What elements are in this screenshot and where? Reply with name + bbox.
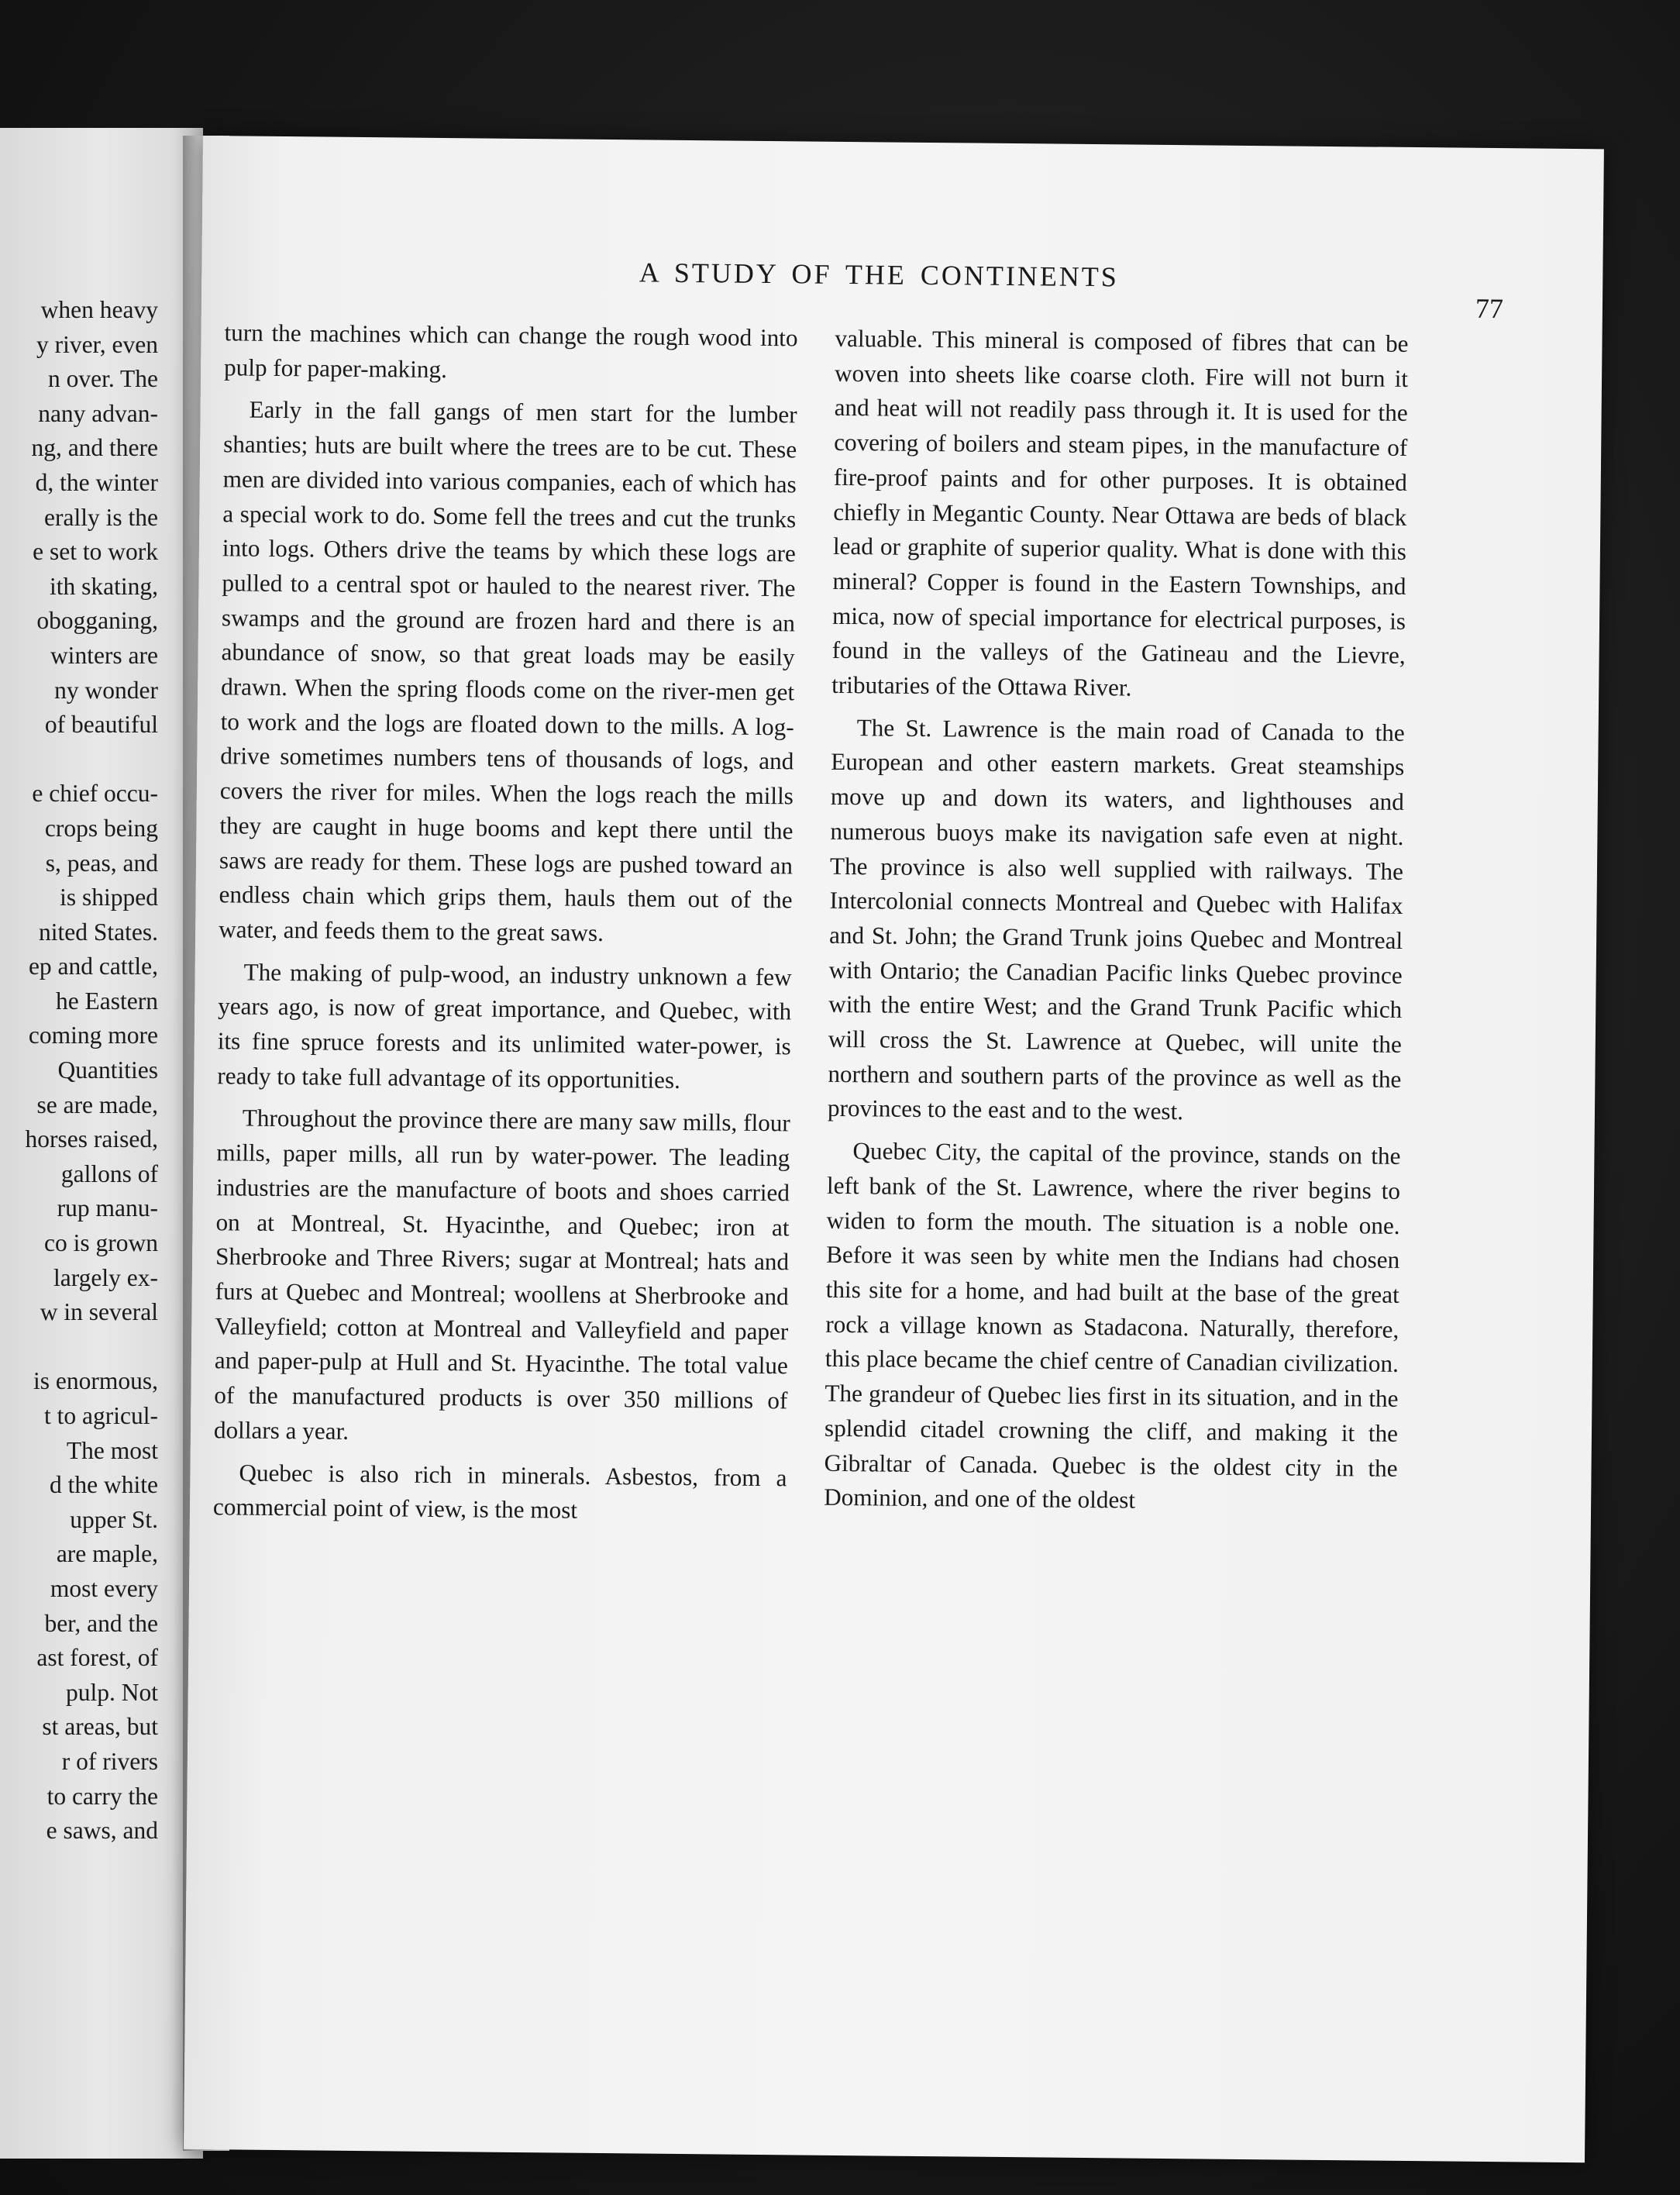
previous-page-line: obogganing, <box>36 607 158 635</box>
previous-page-line: nited States. <box>39 918 158 946</box>
paragraph-gap <box>0 743 158 777</box>
previous-page-line: when heavy <box>40 296 158 323</box>
previous-page-line: w in several <box>40 1298 158 1326</box>
previous-page-line: e saws, and <box>46 1817 158 1845</box>
previous-page-line: The most <box>66 1436 158 1464</box>
text-column-right <box>824 322 1409 1528</box>
previous-page-line: erally is the <box>44 503 158 531</box>
paragraph: Early in the fall gangs of men start for the lumber shanties; huts are built where the trees are to be cut. These men are divided into various companies, each of which has a special work to do. Some fell the trees and cut the trunks into logs. Others drive the teams by which these logs are pulled to a central spot or hauled to the nearest river. The swamps and the ground are frozen hard and there is an abundance of snow, so that great loads may be easily drawn. When the spring floods come on the river-men get to work and the logs are floated down to the mills. A log-drive sometimes numbers tens of thousands of logs, and covers the river for miles. When the logs reach the mills they are caught in huge booms and kept there until the saws are ready for them. These logs are pushed toward an endless chain which grips them, hauls them out of the water, and feeds them to the great saws. <box>219 395 797 946</box>
paragraph: Quebec City, the capital of the province, stands on the left bank of the St. Lawrence, where the river begins to widen to form the mouth. The situation is a noble one. Before it was seen by white men the Indians had chosen this site for a home, and had built at the base of the great rock a village known as Stadacona. Naturally, therefore, this place became the chief centre of Canadian civilization. The grandeur of Quebec lies first in its situation, and in the splendid citadel crowning the cliff, and making it the Gibraltar of Canada. Quebec is the oldest city in the Dominion, and one of the oldest <box>824 1137 1401 1514</box>
previous-page-line: pulp. Not <box>65 1678 158 1706</box>
previous-page-line: ber, and the <box>44 1609 158 1637</box>
previous-page-line: horses raised, <box>25 1125 158 1153</box>
previous-page-line: t to agricul- <box>44 1402 158 1429</box>
previous-page-line: coming more <box>28 1022 158 1049</box>
previous-page-line: st areas, but <box>42 1713 158 1741</box>
page-number: 77 <box>1475 292 1504 325</box>
previous-page-line: e chief occu- <box>32 780 158 808</box>
previous-page-line: are maple, <box>56 1540 158 1568</box>
previous-page-line: nany advan- <box>38 399 158 427</box>
previous-page-line: d, the winter <box>35 468 158 496</box>
previous-page-line: largely ex- <box>53 1263 158 1291</box>
previous-page-line: y river, even <box>36 330 158 358</box>
previous-page-text <box>0 293 158 1849</box>
running-head: A STUDY OF THE CONTINENTS <box>639 257 1119 293</box>
previous-page <box>0 128 203 2159</box>
previous-page-line: he Eastern <box>55 987 158 1015</box>
previous-page-line: co is grown <box>44 1229 158 1257</box>
paragraph: Throughout the province there are many saw mills, flour mills, paper mills, all run by water-power. The leading industries are the manufacture of boots and shoes carried on at Montreal, St. Hyacinthe, and Quebec; iron at Sherbrooke and Three Rivers; sugar at Montreal; hats and furs at Quebec and Montreal; woollens at Sherbrooke and Valleyfield; cotton at Montreal and Valleyfield and paper and paper-pulp at Hull and St. Hyacinthe. The total value of the manufactured products is over 350 millions of dollars a year. <box>213 1104 790 1445</box>
previous-page-line: crops being <box>44 814 158 842</box>
previous-page-line: winters are <box>50 641 158 669</box>
previous-page-line: ast forest, of <box>36 1644 158 1672</box>
previous-page-line: ep and cattle, <box>28 953 158 980</box>
previous-page-line: is shipped <box>60 884 158 911</box>
paragraph: The St. Lawrence is the main road of Canada to the European and other eastern markets. Great steamships move up and down its waters, and lighthouses and numerous buoys make its navigation safe even at night. The province is also well supplied with railways. The Intercolonial connects Montreal and Quebec with Halifax and St. John; the Grand Trunk joins Quebec and Montreal with Ontario; the Canadian Pacific links Quebec province with the entire West; and the Grand Trunk Pacific which will cross the St. Lawrence at Quebec, will unite the northern and southern parts of the province as well as the provinces to the east and to the west. <box>827 713 1405 1125</box>
previous-page-line: Quantities <box>57 1056 158 1084</box>
paragraph-gap <box>0 1330 158 1365</box>
previous-page-line: d the white <box>50 1471 158 1499</box>
previous-page-line: gallons of <box>60 1160 158 1187</box>
previous-page-line: upper St. <box>70 1505 158 1533</box>
paragraph: turn the machines which can change the rough wood into pulp for paper-making. <box>223 319 798 383</box>
text-column-left <box>213 315 798 1538</box>
previous-page-line: of beautiful <box>44 711 158 739</box>
book-page <box>184 136 1604 2162</box>
previous-page-line: s, peas, and <box>45 849 158 877</box>
previous-page-line: n over. The <box>47 365 158 393</box>
previous-page-line: is enormous, <box>33 1367 158 1395</box>
previous-page-line: se are made, <box>36 1091 158 1118</box>
paragraph: The making of pulp-wood, an industry unknown a few years ago, is now of great importance, and Quebec, with its fine spruce forests and its unlimited water-power, is ready to take full advantage of its opportunities. <box>217 958 792 1094</box>
previous-page-line: ith skating, <box>50 572 158 600</box>
previous-page-line: rup manu- <box>57 1194 158 1222</box>
previous-page-line: ng, and there <box>31 434 158 462</box>
previous-page-line: e set to work <box>33 538 158 566</box>
previous-page-line: r of rivers <box>61 1747 158 1775</box>
paragraph: Quebec is also rich in minerals. Asbestos, from a commercial point of view, is the most <box>212 1459 787 1524</box>
previous-page-line: most every <box>50 1574 158 1602</box>
paragraph: valuable. This mineral is composed of fibres that can be woven into sheets like coarse cloth. Fire will not burn it and heat will not readily pass through it. It is used for the covering of boilers and steam pipes, in the manufacture of fire-proof paints and for other purposes. It is obtained chiefly in Megantic County. Near Ottawa are beds of black lead or graphite of superior quality. What is done with this mineral? Copper is found in the Eastern Townships, and mica, now of special importance for electrical purposes, is found in the valleys of the Gatineau and the Lievre, tributaries of the Ottawa River. <box>831 324 1409 701</box>
previous-page-line: to carry the <box>46 1782 158 1810</box>
previous-page-line: ny wonder <box>54 676 158 704</box>
